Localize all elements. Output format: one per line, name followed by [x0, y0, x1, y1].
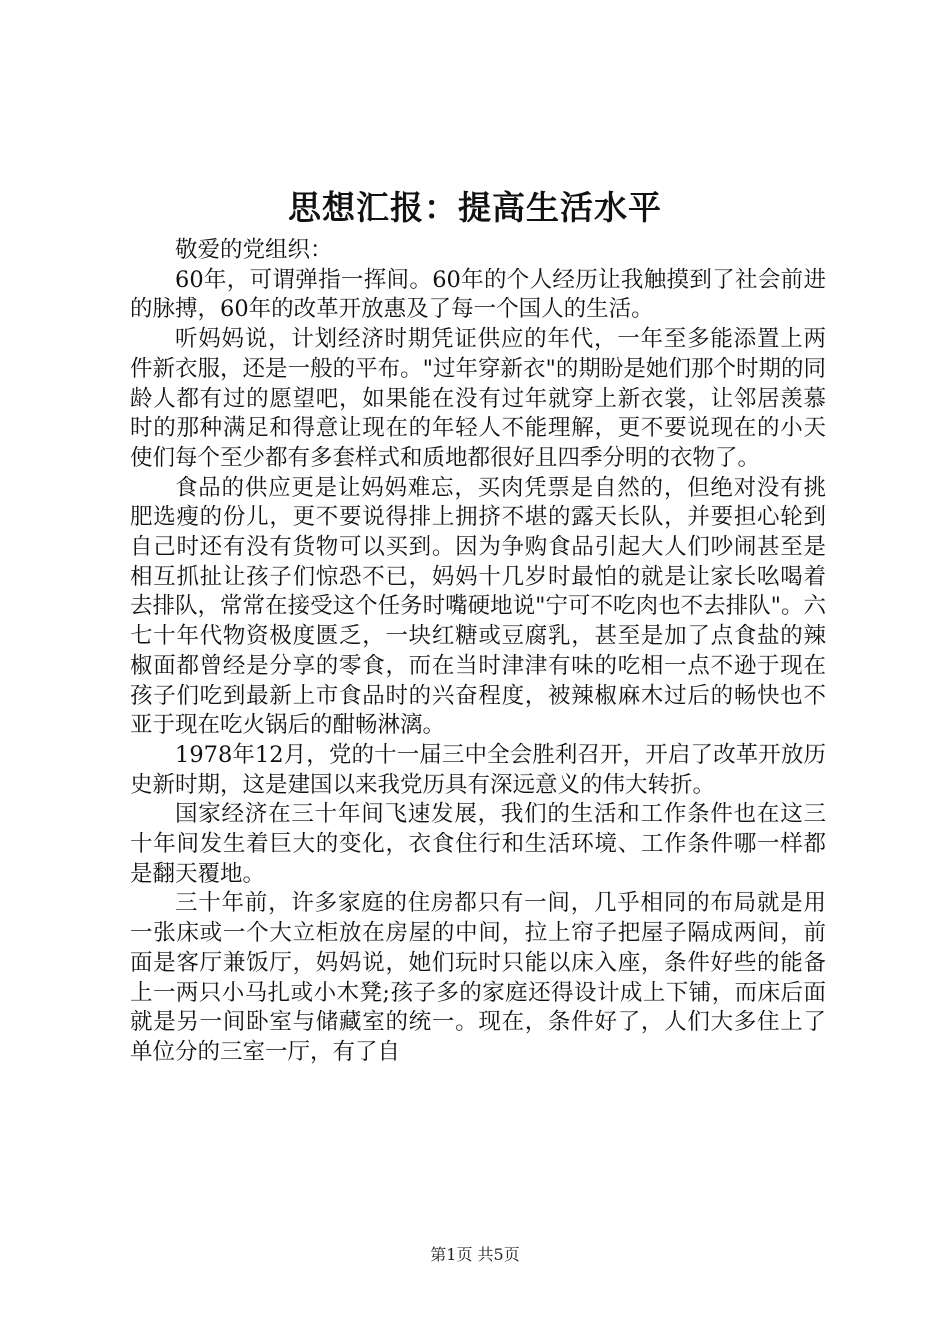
- document-body: [130, 236, 826, 1068]
- paragraph: 三十年前，许多家庭的住房都只有一间，几乎相同的布局就是用一张床或一个大立柜放在房屋的中间，拉上帘子把屋子隔成两间，前面是客厅兼饭厅，妈妈说，她们玩时只能以床入座，条件好些的能备上一两只小马扎或小木凳;孩子多的家庭还得设计成上下铺，而床后面就是另一间卧室与储藏室的统一。现在，条件好了，人们大多住上了单位分的三室一厅，有了自: [130, 890, 826, 1065]
- page-number-footer: 第1页 共5页: [430, 1245, 520, 1264]
- paragraph: 1978年12月，党的十一届三中全会胜利召开，开启了改革开放历史新时期，这是建国以来我党历具有深远意义的伟大转折。: [130, 741, 826, 798]
- document-title: 思想汇报：提高生活水平: [288, 188, 662, 227]
- salutation: 敬爱的党组织：: [175, 237, 333, 263]
- paragraph: 国家经济在三十年间飞速发展，我们的生活和工作条件也在这三十年间发生着巨大的变化，衣食住行和生活环境、工作条件哪一样都是翻天覆地。: [130, 801, 826, 887]
- paragraph: 食品的供应更是让妈妈难忘，买肉凭票是自然的，但绝对没有挑肥选瘦的份儿，更不要说得排上拥挤不堪的露天长队，并要担心轮到自己时还有没有货物可以买到。因为争购食品引起大人们吵闹甚至是相互抓扯让孩子们惊恐不已，妈妈十几岁时最怕的就是让家长吆喝着去排队，常常在接受这个任务时嘴硬地说"宁可不吃肉也不去排队"。六七十年代物资极度匮乏，一块红糖或豆腐乳，甚至是加了点食盐的辣椒面都曾经是分享的零食，而在当时津津有味的吃相一点不逊于现在孩子们吃到最新上市食品时的兴奋程度，被辣椒麻木过后的畅快也不亚于现在吃火锅后的酣畅淋漓。: [130, 474, 826, 739]
- paragraph: 听妈妈说，计划经济时期凭证供应的年代，一年至多能添置上两件新衣服，还是一般的平布。"过年穿新衣"的期盼是她们那个时期的同龄人都有过的愿望吧，如果能在没有过年就穿上新衣裳，让邻居羡慕时的那种满足和得意让现在的年轻人不能理解，更不要说现在的小天使们每个至少都有多套样式和质地都很好且四季分明的衣物了。: [130, 326, 826, 471]
- paragraph: 60年，可谓弹指一挥间。60年的个人经历让我触摸到了社会前进的脉搏，60年的改革开放惠及了每一个国人的生活。: [130, 266, 826, 323]
